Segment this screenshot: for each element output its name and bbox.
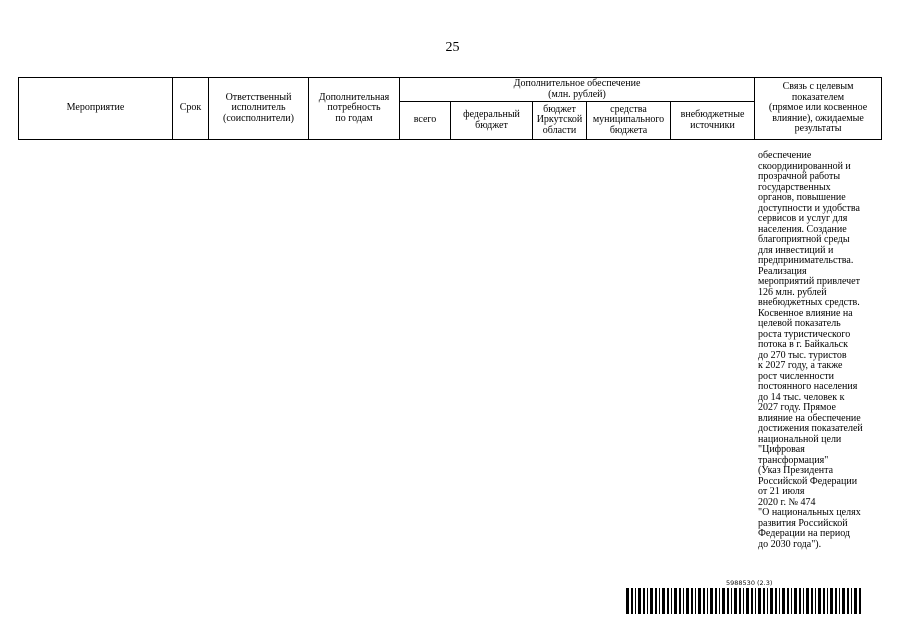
barcode-label: 5988530 (2.3): [726, 579, 773, 587]
header-extrabudgetary: внебюджетные источники: [671, 102, 755, 140]
header-additional-need: Дополнительная потребность по годам: [309, 78, 400, 140]
header-total: всего: [400, 102, 451, 140]
cell-federal: [451, 140, 533, 551]
barcode-bars-icon: [626, 588, 862, 614]
header-municipal: средства муниципального бюджета: [587, 102, 671, 140]
header-term: Срок: [173, 78, 209, 140]
header-responsible: Ответственный исполнитель (соисполнители): [209, 78, 309, 140]
cell-extrabudgetary: [671, 140, 755, 551]
cell-total: [400, 140, 451, 551]
cell-term: [173, 140, 209, 551]
cell-regional: [533, 140, 587, 551]
header-federal: федеральный бюджет: [451, 102, 533, 140]
cell-municipal: [587, 140, 671, 551]
table-row: [19, 140, 882, 551]
cell-link-results: [755, 140, 882, 551]
cell-responsible: [209, 140, 309, 551]
barcode: [626, 579, 862, 615]
header-activity: Мероприятие: [19, 78, 173, 140]
page-number: 25: [445, 40, 460, 55]
header-funding-group: Дополнительное обеспечение (млн. рублей): [400, 78, 755, 102]
activities-table: [18, 77, 882, 550]
header-regional: бюджет Иркутской области: [533, 102, 587, 140]
cell-additional-need: [309, 140, 400, 551]
header-link-results: Связь с целевым показателем (прямое или косвенное влияние), ожидаемые результаты: [755, 78, 882, 140]
link-results-text: обеспечение скоординированной и прозрачной работы государственных органов, повышение доступности и удобства сервисов и услуг для населения. Создание благоприятной среды для инвестиций и предпринимательства. Реализация мероприятий привлечет 126 млн. рублей внебюджетных средств. Косвенное влияние на целевой показатель роста туристического потока в г. Байкальск до 270 тыс. туристов к 2027 году, а также рост численности постоянного населения до 14 тыс. человек к 2027 году. Прямое влияние на обеспечение достижения показателей национальной цели "Цифровая трансформация" (Указ Президента Российской Федерации от 21 июля 2020 г. № 474 "О национальных целях развития Российской Федерации на период до 2030 года").: [758, 150, 863, 550]
cell-activity: [19, 140, 173, 551]
